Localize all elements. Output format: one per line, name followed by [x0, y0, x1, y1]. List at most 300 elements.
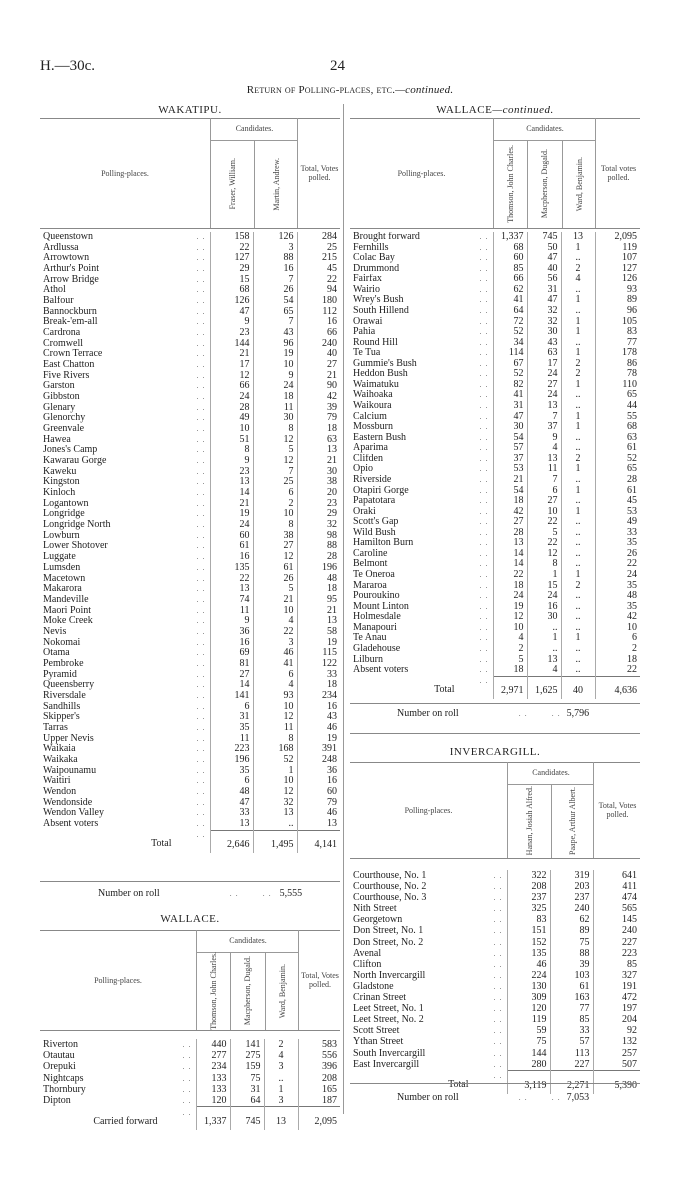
candidate-votes-cell: 77: [550, 1003, 593, 1014]
polling-place-label: Mount Linton: [353, 601, 409, 612]
candidate-votes-cell: 237: [507, 892, 550, 903]
candidate-votes-cell: 2: [561, 369, 595, 380]
candidate-votes-cell: 47: [527, 253, 561, 264]
roll-value: 5,555: [279, 888, 303, 899]
polling-place-label: Cardrona: [43, 328, 81, 339]
polling-place-name: [350, 274, 493, 285]
dot-leader: . .: [493, 970, 503, 980]
candidate-votes-cell: 14: [210, 680, 253, 691]
candidate-votes-cell: ..: [527, 644, 561, 655]
polling-place-name: [40, 1073, 196, 1084]
candidate-votes-cell: 133: [196, 1073, 230, 1084]
polling-place-name: [40, 1039, 196, 1050]
total-votes-cell: 126: [595, 274, 640, 285]
table-row: [40, 798, 340, 809]
candidate-votes-cell: 144: [507, 1048, 550, 1059]
candidate-votes-cell: 16: [210, 552, 253, 563]
polling-place-label: Sandhills: [43, 701, 81, 712]
polling-place-label: Garston: [43, 381, 75, 392]
polling-place-name: [350, 623, 493, 634]
candidate-votes-cell: 51: [210, 435, 253, 446]
polling-place-name: [350, 359, 493, 370]
heading-text: WALLACE: [436, 104, 493, 116]
total-votes-cell: 4,141: [297, 830, 340, 853]
total-votes-cell: 32: [297, 520, 340, 531]
table-row: [350, 1048, 640, 1059]
dot-leader: . .: [196, 509, 206, 519]
candidate-votes-cell: 9: [210, 317, 253, 328]
candidate-votes-cell: 32: [527, 306, 561, 317]
candidates-header: [210, 118, 298, 228]
candidate-votes-cell: 66: [210, 381, 253, 392]
total-votes-cell: 48: [297, 574, 340, 585]
total-votes-cell: 30: [297, 467, 340, 478]
table-row: [40, 296, 340, 307]
table-row: [350, 486, 640, 497]
dot-leader: . .: [493, 959, 503, 969]
candidate-votes-cell: 27: [527, 496, 561, 507]
polling-place-label: Waikoura: [353, 401, 392, 411]
total-votes-cell: 63: [595, 433, 640, 444]
candidate-votes-cell: 26: [253, 285, 297, 296]
invercargill-number-on-roll: Number on roll . . . . 7,053: [397, 1092, 590, 1103]
polling-place-label: Upper Nevis: [43, 733, 94, 744]
table-row: [40, 488, 340, 499]
total-votes-cell: 556: [298, 1050, 340, 1061]
candidate-votes-cell: 2: [253, 499, 297, 510]
title-main: Return of Polling-places, etc.: [246, 84, 396, 96]
table-row: [350, 892, 640, 903]
candidate-votes-cell: 35: [210, 766, 253, 777]
polling-place-label: Dipton: [43, 1095, 71, 1107]
polling-place-label: Riversdale: [43, 690, 86, 701]
polling-place-name: [350, 549, 493, 560]
table-row: [40, 744, 340, 755]
candidate-votes-cell: 62: [550, 914, 593, 925]
candidate-votes-cell: 127: [210, 253, 253, 264]
table-row: [350, 454, 640, 465]
candidate-votes-cell: 72: [493, 317, 527, 328]
polling-place-label: Orawai: [353, 316, 383, 327]
table-row: [40, 317, 340, 328]
candidate-votes-cell: 1: [527, 570, 561, 581]
table-row: [350, 433, 640, 444]
table-row: [350, 1003, 640, 1014]
total-votes-cell: 396: [298, 1061, 340, 1072]
table-row: [350, 914, 640, 925]
table-row: [350, 570, 640, 581]
candidate-votes-cell: 135: [507, 948, 550, 959]
dot-leader: . .: [196, 594, 206, 604]
candidate-votes-cell: 3,119: [507, 1070, 550, 1094]
total-votes-cell: 18: [297, 584, 340, 595]
polling-place-name: [40, 339, 210, 350]
polling-place-label: Georgetown: [353, 914, 403, 926]
polling-place-label: Otapiri Gorge: [353, 485, 409, 496]
total-votes-cell: 24: [595, 570, 640, 581]
polling-place-label: Te Anau: [353, 633, 387, 644]
dot-leader: . .: [196, 830, 206, 840]
polling-place-label: Kinloch: [43, 488, 76, 499]
dot-leader: . .: [479, 401, 489, 410]
table-row: [40, 712, 340, 723]
polling-place-label: South Invercargill: [353, 1047, 426, 1059]
polling-place-label: Otautau: [43, 1050, 75, 1062]
polling-place-name: [350, 903, 507, 914]
polling-place-name: [40, 648, 210, 659]
polling-place-label: Don Street, No. 2: [353, 936, 424, 948]
candidate-votes-cell: 29: [210, 264, 253, 275]
dot-leader: . .: [196, 616, 206, 626]
candidate-votes-cell: 52: [493, 327, 527, 338]
polling-place-label: Moke Creek: [43, 616, 93, 627]
candidate-votes-cell: 1: [561, 422, 595, 433]
polling-place-name: [40, 830, 210, 853]
table-row: [40, 360, 340, 371]
candidate-votes-cell: 1: [561, 570, 595, 581]
candidate-votes-cell: 13: [210, 477, 253, 488]
dot-leader: . .: [196, 488, 206, 498]
polling-place-name: [40, 541, 210, 552]
candidate-votes-cell: 2: [561, 359, 595, 370]
candidate-votes-cell: 4: [264, 1050, 298, 1061]
polling-place-label: Five Rivers: [43, 370, 90, 381]
total-votes-cell: 257: [593, 1048, 640, 1059]
polling-place-name: [350, 602, 493, 613]
total-votes-cell: 96: [595, 306, 640, 317]
polling-place-name: [350, 243, 493, 254]
candidate-votes-cell: 50: [527, 243, 561, 254]
table-row: [40, 1095, 340, 1107]
total-votes-cell: 21: [297, 371, 340, 382]
candidate-votes-cell: 63: [527, 348, 561, 359]
candidate-votes-cell: 10: [210, 424, 253, 435]
candidate-votes-cell: 11: [210, 606, 253, 617]
candidate-votes-cell: 6: [253, 488, 297, 499]
candidate-votes-cell: 10: [253, 360, 297, 371]
candidate-votes-cell: 114: [493, 348, 527, 359]
candidate-votes-cell: 8: [527, 559, 561, 570]
table-row: [40, 638, 340, 649]
table-row: [40, 584, 340, 595]
dot-leader: . .: [196, 733, 206, 743]
candidate-votes-cell: 52: [253, 755, 297, 766]
dot-leader: . .: [196, 360, 206, 370]
candidate-votes-cell: 75: [230, 1073, 264, 1084]
page-number: 24: [330, 58, 345, 74]
candidate-votes-cell: 42: [493, 507, 527, 518]
candidate-votes-cell: 37: [527, 422, 561, 433]
polling-place-label: Mararoa: [353, 580, 387, 591]
polling-place-name: [350, 285, 493, 296]
dot-leader: . .: [182, 1073, 192, 1083]
dot-leader: . .: [182, 1040, 192, 1049]
candidate-votes-cell: 27: [493, 517, 527, 528]
candidate-votes-cell: 61: [210, 541, 253, 552]
polling-place-label: Lowburn: [43, 530, 80, 541]
dot-leader: . .: [479, 305, 489, 315]
dot-leader: . .: [479, 665, 489, 675]
polling-place-label: Nokomai: [43, 637, 81, 648]
dot-leader: . .: [196, 520, 206, 530]
dot-leader: . .: [493, 993, 503, 1003]
candidate-votes-cell: 17: [527, 359, 561, 370]
polling-place-name: [350, 925, 507, 936]
dot-leader: . .: [196, 776, 206, 786]
polling-place-name: [350, 369, 493, 380]
total-votes-cell: 88: [297, 541, 340, 552]
wallace-continued-heading: [350, 104, 640, 116]
dot-leader: . .: [479, 274, 489, 284]
candidate-votes-cell: 27: [210, 670, 253, 681]
candidate-votes-cell: ..: [561, 253, 595, 264]
dot-leader: . .: [479, 485, 489, 495]
total-votes-cell: 21: [297, 606, 340, 617]
dot-leader: . .: [196, 765, 206, 775]
table-row: [40, 285, 340, 296]
candidate-votes-cell: 47: [210, 798, 253, 809]
polling-place-label: Glenorchy: [43, 413, 86, 424]
candidate-votes-cell: 64: [493, 306, 527, 317]
divider: [40, 881, 340, 882]
candidate-votes-cell: ..: [561, 433, 595, 444]
polling-place-name: [350, 517, 493, 528]
total-votes-cell: 2,095: [595, 232, 640, 243]
polling-place-label: Tarras: [43, 722, 68, 733]
candidate-votes-cell: 237: [550, 892, 593, 903]
dot-leader: . .: [479, 548, 489, 558]
candidate-votes-cell: 23: [210, 467, 253, 478]
total-votes-header: Total, Votes polled.: [297, 118, 341, 228]
candidate-votes-cell: 745: [527, 232, 561, 243]
polling-place-name: [40, 435, 210, 446]
table-row: [40, 435, 340, 446]
polling-place-name: [350, 914, 507, 925]
table-row: [40, 552, 340, 563]
candidate-votes-cell: ..: [561, 496, 595, 507]
table-row: [350, 1025, 640, 1036]
table-row: [350, 496, 640, 507]
candidate-votes-cell: 40: [527, 264, 561, 275]
total-votes-cell: 391: [297, 744, 340, 755]
candidate-votes-cell: 10: [253, 702, 297, 713]
dot-leader: . .: [479, 232, 489, 241]
candidate-votes-cell: 64: [230, 1095, 264, 1107]
candidate-votes-cell: 54: [493, 433, 527, 444]
dot-leader: . .: [196, 712, 206, 722]
table-row: [350, 1036, 640, 1047]
candidate-votes-cell: ..: [561, 390, 595, 401]
candidate-votes-cell: 24: [493, 591, 527, 602]
table-row: [40, 1061, 340, 1072]
candidates-label: Candidates.: [211, 118, 298, 141]
polling-place-name: [350, 433, 493, 444]
table-row: [350, 903, 640, 914]
polling-place-label: Te Oneroa: [353, 570, 395, 580]
candidate-votes-cell: 126: [210, 296, 253, 307]
candidate-votes-cell: 13: [253, 808, 297, 819]
candidate-votes-cell: 53: [493, 464, 527, 475]
candidate-votes-cell: 144: [210, 339, 253, 350]
total-row: [350, 676, 640, 699]
dot-leader: . .: [479, 580, 489, 590]
candidate-votes-cell: 35: [210, 723, 253, 734]
polling-place-name: [40, 456, 210, 467]
polling-place-name: [40, 467, 210, 478]
polling-place-label: Belmont: [353, 559, 388, 570]
table-row: [350, 1014, 640, 1025]
polling-place-name: [40, 349, 210, 360]
candidate-votes-cell: 120: [507, 1003, 550, 1014]
polling-place-label: Brought forward: [353, 232, 420, 242]
carried-forward-row: [40, 1107, 340, 1131]
polling-place-name: [40, 381, 210, 392]
candidate-votes-cell: 13: [493, 538, 527, 549]
polling-place-name: [40, 360, 210, 371]
polling-place-label: Fairfax: [353, 274, 382, 285]
polling-place-name: [40, 307, 210, 318]
candidate-votes-cell: ..: [561, 306, 595, 317]
table-row: [40, 403, 340, 414]
total-votes-cell: 22: [595, 665, 640, 676]
dot-leader: . .: [196, 744, 206, 754]
candidate-votes-cell: 745: [230, 1107, 264, 1131]
polling-place-name: [40, 403, 210, 414]
dot-leader: . .: [479, 327, 489, 337]
table-row: [350, 937, 640, 948]
polling-place-label: Clifden: [353, 453, 383, 464]
polling-place-name: [40, 627, 210, 638]
table-row: [40, 520, 340, 531]
dot-leader: . .: [479, 601, 489, 611]
roll-label: Number on roll: [397, 1092, 459, 1103]
candidate-votes-cell: 33: [210, 808, 253, 819]
candidate-votes-cell: 10: [527, 507, 561, 518]
wakatipu-header: [40, 118, 340, 229]
candidate-votes-cell: 7: [253, 467, 297, 478]
candidate-votes-cell: 1: [561, 327, 595, 338]
dot-leader: . .: [196, 434, 206, 444]
candidate-votes-cell: 15: [527, 581, 561, 592]
polling-place-label: North Invercargill: [353, 969, 426, 981]
polling-place-label: Colac Bay: [353, 253, 395, 264]
polling-place-name: [350, 422, 493, 433]
polling-place-name: [350, 317, 493, 328]
polling-place-label: Riverside: [353, 474, 392, 485]
polling-place-name: [40, 595, 210, 606]
dot-leader: . .: [196, 701, 206, 711]
polling-place-name: [350, 970, 507, 981]
polling-place-label: Manapouri: [353, 622, 397, 633]
polling-place-name: [350, 1059, 507, 1071]
candidate-votes-cell: 1: [561, 317, 595, 328]
table-row: [40, 616, 340, 627]
total-votes-cell: 42: [297, 392, 340, 403]
candidate-votes-cell: 227: [550, 1059, 593, 1071]
total-votes-cell: 33: [297, 670, 340, 681]
polling-place-label: Macetown: [43, 573, 86, 584]
total-votes-cell: 145: [593, 914, 640, 925]
dot-leader: . .: [479, 496, 489, 506]
table-row: [40, 648, 340, 659]
total-votes-cell: 83: [595, 327, 640, 338]
polling-place-name: [40, 638, 210, 649]
invercargill-table: [350, 870, 640, 1094]
candidate-votes-cell: 88: [253, 253, 297, 264]
candidate-votes-cell: 240: [550, 903, 593, 914]
table-row: [350, 274, 640, 285]
polling-place-name: [40, 499, 210, 510]
candidate-votes-cell: 1: [264, 1084, 298, 1095]
dot-leader: . .: [196, 445, 206, 455]
table-row: [350, 981, 640, 992]
total-votes-cell: 327: [593, 970, 640, 981]
polling-place-label: Lower Shotover: [43, 541, 108, 552]
candidate-votes-cell: 93: [253, 691, 297, 702]
polling-place-label: Ardlussa: [43, 242, 79, 253]
candidate-votes-cell: 280: [507, 1059, 550, 1071]
dot-leader: . .: [196, 669, 206, 679]
candidate-votes-cell: 8: [253, 520, 297, 531]
candidate-name: Macpherson, Dugald.: [243, 956, 253, 1026]
total-votes-cell: 44: [595, 401, 640, 412]
polling-place-label: Round Hill: [353, 337, 398, 348]
candidate-votes-cell: 13: [210, 584, 253, 595]
candidate-votes-cell: 19: [253, 349, 297, 360]
candidate-votes-cell: 13: [527, 454, 561, 465]
total-votes-cell: 52: [595, 454, 640, 465]
dot-leader: . .: [493, 915, 503, 925]
candidate-votes-cell: 21: [253, 595, 297, 606]
candidate-votes-cell: 85: [493, 264, 527, 275]
dot-leader: . .: [479, 559, 489, 569]
candidate-votes-cell: 113: [550, 1048, 593, 1059]
candidate-votes-cell: 24: [527, 369, 561, 380]
polling-place-name: [350, 348, 493, 359]
total-votes-cell: 196: [297, 563, 340, 574]
table-row: [350, 559, 640, 570]
table-row: [350, 285, 640, 296]
candidate-votes-cell: 6: [210, 702, 253, 713]
dot-leader: . .: [182, 1084, 192, 1094]
candidate-votes-cell: 1,495: [253, 830, 297, 853]
roll-label: Number on roll: [397, 708, 459, 719]
candidate-votes-cell: 11: [527, 464, 561, 475]
candidate-votes-cell: 16: [210, 638, 253, 649]
dot-leader: . .: [196, 381, 206, 391]
polling-place-label: Pyramid: [43, 669, 77, 680]
total-votes-cell: 68: [595, 422, 640, 433]
candidate-votes-cell: 13: [561, 232, 595, 243]
dot-leader: . .: [479, 517, 489, 527]
total-votes-cell: 27: [297, 360, 340, 371]
dot-leader: . .: [479, 242, 489, 252]
total-votes-cell: 55: [595, 412, 640, 423]
polling-place-name: [350, 559, 493, 570]
candidate-votes-cell: 38: [253, 531, 297, 542]
candidate-votes-cell: 163: [550, 992, 593, 1003]
candidate-votes-cell: 43: [527, 338, 561, 349]
polling-place-label: Makarora: [43, 584, 82, 595]
column-divider: [343, 104, 344, 1114]
total-votes-cell: 191: [593, 981, 640, 992]
candidate-votes-cell: 22: [253, 627, 297, 638]
polling-place-label: Kaweku: [43, 466, 77, 477]
candidate-votes-cell: 40: [561, 676, 595, 699]
candidate-votes-cell: 46: [507, 959, 550, 970]
table-row: [350, 348, 640, 359]
polling-place-label: Clifton: [353, 958, 382, 970]
